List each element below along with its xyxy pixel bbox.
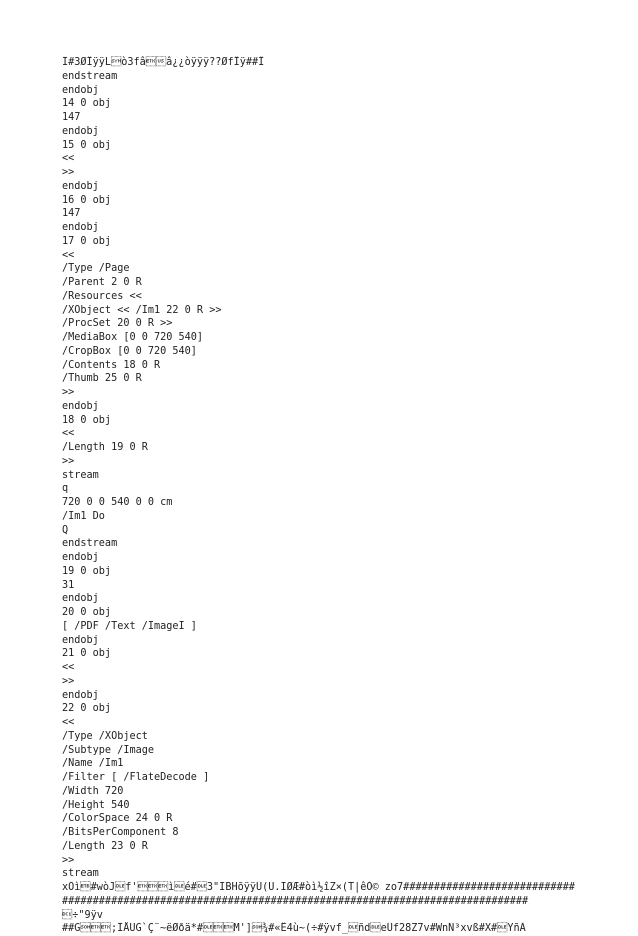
document-line: 31 bbox=[62, 579, 75, 591]
document-line: << bbox=[62, 428, 75, 440]
document-line: /Type /Page bbox=[62, 263, 130, 275]
document-line: 147 bbox=[62, 208, 81, 220]
document-line: /Type /XObject bbox=[62, 730, 148, 742]
document-line: /Parent 2 0 R bbox=[62, 277, 142, 288]
document-line: /Length 23 0 R bbox=[62, 840, 148, 852]
document-line: << bbox=[62, 717, 75, 728]
document-line: ############################################################################ bbox=[62, 895, 529, 907]
document-line: /Length 19 0 R bbox=[62, 442, 148, 453]
document-line: ÷"9ÿv bbox=[62, 909, 103, 921]
document-line: endobj bbox=[62, 400, 99, 412]
document-line: 16 0 obj bbox=[62, 194, 112, 206]
document-line: /Thumb 25 0 R bbox=[62, 373, 142, 385]
document-line: /ColorSpace 24 0 R bbox=[62, 813, 173, 825]
document-line: endobj bbox=[62, 552, 99, 563]
document-line: xÖì#wòJf'ìé#3"IBHõÿÿÜ(U.IØÆ#òì½îZ×(T|êÓ© zo7############################ bbox=[62, 882, 575, 893]
document-line: stream bbox=[62, 469, 99, 481]
document-line: 147 bbox=[62, 112, 81, 123]
document-line: Q bbox=[62, 524, 69, 536]
document-line: ##G;ÏÅUG`Ç¨~ëØðä*#M']¾#«Ê4ù~(÷#ÿvf_ñdeÜf28Z7v#WnÑ³xvß#X#YñÄ bbox=[62, 923, 526, 935]
document-line: endobj bbox=[62, 180, 99, 192]
document-line: >> bbox=[62, 167, 75, 178]
document-line: endobj bbox=[62, 634, 99, 646]
document-line: [ /PDF /Text /ImageI ] bbox=[62, 620, 197, 632]
document-line: /Width 720 bbox=[62, 785, 124, 797]
document-line: /Resources << bbox=[62, 290, 142, 302]
document-line: endobj bbox=[62, 84, 99, 96]
document-line: /Im1 Do bbox=[62, 510, 105, 522]
document-line: /Name /Im1 bbox=[62, 758, 124, 770]
document-line: /Contents 18 0 R bbox=[62, 359, 161, 371]
document-line: /Height 540 bbox=[62, 799, 130, 811]
document-line: << bbox=[62, 662, 75, 673]
document-line: 14 0 obj bbox=[62, 98, 112, 110]
document-line: >> bbox=[62, 675, 75, 687]
document-line: /MediaBox [0 0 720 540] bbox=[62, 332, 204, 343]
document-line: 720 0 0 540 0 0 cm bbox=[62, 497, 173, 508]
document-line: Ï#3ØÎÿÿLò3fâ â¿¿òÿÿÿ??ØfÎÿ##Î bbox=[62, 57, 265, 68]
pdf-source-text bbox=[62, 56, 632, 936]
document-line: 15 0 obj bbox=[62, 139, 112, 151]
document-line: 17 0 obj bbox=[62, 235, 112, 247]
document-line: 22 0 obj bbox=[62, 703, 112, 715]
document-line: endobj bbox=[62, 593, 99, 605]
document-line: /Subtype /Image bbox=[62, 744, 155, 756]
document-line: endobj bbox=[62, 689, 99, 701]
document-line: 21 0 obj bbox=[62, 648, 112, 660]
document-line: /ProcSet 20 0 R >> bbox=[62, 318, 173, 330]
document-line: 20 0 obj bbox=[62, 607, 112, 618]
document-line: 19 0 obj bbox=[62, 565, 112, 577]
document-line: endstream bbox=[62, 70, 118, 82]
document-line: >> bbox=[62, 455, 75, 467]
document-line: /CropBox [0 0 720 540] bbox=[62, 345, 197, 357]
document-line: << bbox=[62, 249, 75, 261]
document-line: stream bbox=[62, 868, 99, 880]
document-line: q bbox=[62, 483, 69, 495]
document-line: << bbox=[62, 153, 75, 165]
document-line: /Filter [ /FlateDecode ] bbox=[62, 772, 210, 783]
document-line: endobj bbox=[62, 125, 99, 137]
document-line: >> bbox=[62, 854, 75, 866]
document-line: 18 0 obj bbox=[62, 414, 112, 426]
document-line: endobj bbox=[62, 222, 99, 233]
document-line: /XObject << /Im1 22 0 R >> bbox=[62, 304, 222, 316]
document-line: endstream bbox=[62, 538, 118, 550]
document-line: >> bbox=[62, 387, 75, 398]
document-line: /BitsPerComponent 8 bbox=[62, 827, 179, 838]
